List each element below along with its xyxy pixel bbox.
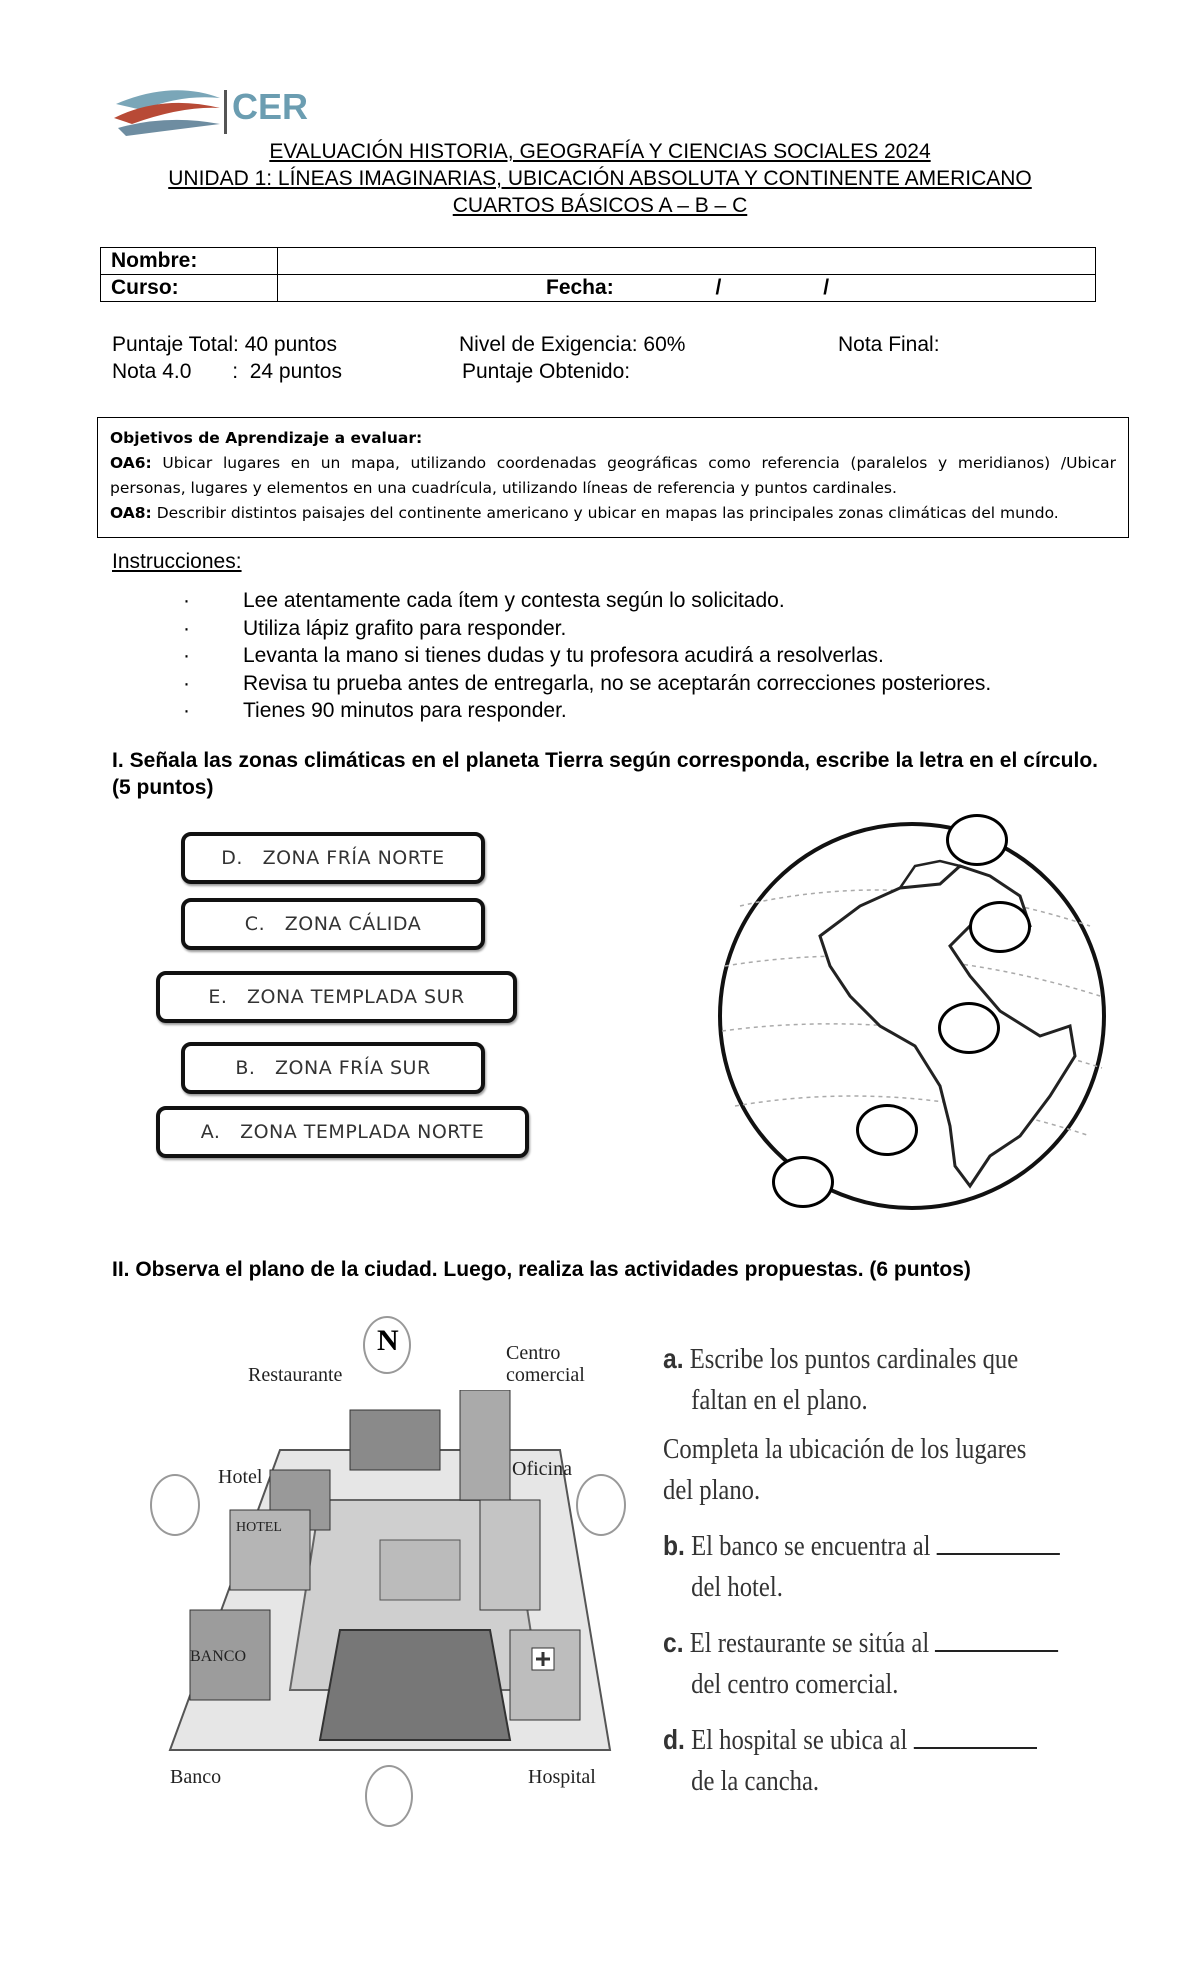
score-total: Puntaje Total: 40 puntos [112,333,337,356]
activity-b-letter: b. [663,1530,685,1561]
instruction-text: Revisa tu prueba antes de entregarla, no se aceptarán correcciones posteriores. [243,671,992,695]
oa8-text: Describir distintos paisajes del continente americano y ubicar en mapas las principales zonas climáticas del mundo. [156,504,1059,522]
map-label-banco-sign: BANCO [190,1648,247,1665]
course-label: Curso: [101,275,278,302]
instruction-text: Tienes 90 minutos para responder. [243,699,567,722]
date-separator-1: / [715,276,722,299]
globe-answer-circle-2[interactable] [969,901,1031,953]
activity-d [663,1719,1077,1761]
instruction-text: Lee atentamente cada ítem y contesta según lo solicitado. [243,589,785,612]
objective-oa8 [110,501,1116,526]
instructions-list [183,587,992,725]
north-label: N [377,1324,399,1357]
map-label-oficina: Oficina [512,1458,572,1480]
date-field[interactable] [278,275,1096,302]
map-label-hotel-sign: HOTEL [236,1520,282,1535]
oa6-text: Ubicar lugares en un mapa, utilizando coordenadas geográficas como referencia (paralelos y meridianos) /Ubicar personas, lugares y elementos en una cuadrícula, utilizando líneas de referencia y puntos cardinales. [110,454,1116,497]
activities-panel [663,1338,1077,1802]
activity-a-line1: Escribe los puntos cardinales que [689,1344,1019,1375]
activity-intro-1: Completa la ubicación de los lugares [663,1434,1027,1465]
bullet: · [183,699,190,722]
zone-card-c: C. ZONA CÁLIDA [181,898,485,950]
score-final: Nota Final: [838,333,940,356]
map-label-banco: Banco [170,1766,222,1788]
zone-card-a: A. ZONA TEMPLADA NORTE [156,1106,529,1158]
score-nota4: Nota 4.0 : 24 puntos [112,360,342,383]
zone-card-b: B. ZONA FRÍA SUR [181,1042,485,1094]
bullet: · [183,589,190,612]
globe-answer-circle-1[interactable] [946,814,1008,866]
cardinal-east-circle[interactable] [576,1474,626,1536]
activity-b [663,1525,1077,1567]
activity-d-line1: El hospital se ubica al [691,1725,908,1756]
header-line-2: UNIDAD 1: LÍNEAS IMAGINARIAS, UBICACIÓN ABSOLUTA Y CONTINENTE AMERICANO [168,167,1032,190]
oa8-code: OA8: [110,504,152,522]
activity-d-letter: d. [663,1724,685,1755]
map-label-centro-1: Centro [506,1342,561,1364]
instruction-text: Utiliza lápiz grafito para responder. [243,616,567,640]
bullet: · [183,671,190,695]
map-label-centro-2: comercial [506,1364,585,1386]
name-field[interactable] [278,248,1096,275]
activity-b-blank[interactable] [937,1551,1060,1555]
date-separator-2: / [823,276,830,299]
objectives-title: Objetivos de Aprendizaje a evaluar: [110,429,423,447]
activity-intro-2: del plano. [663,1475,761,1506]
activity-a-line2: faltan en el plano. [691,1385,868,1416]
activity-b-line1: El banco se encuentra al [691,1531,931,1562]
globe-answer-circle-5[interactable] [772,1156,834,1208]
instruction-item [183,587,991,615]
activity-c [663,1622,1077,1664]
globe-answer-circle-3[interactable] [938,1002,1000,1054]
instruction-item [183,697,991,725]
activity-c-letter: c. [663,1627,684,1658]
header-line-3: CUARTOS BÁSICOS A – B – C [452,194,748,217]
activity-c-line2: del centro comercial. [691,1669,899,1700]
school-logo [112,84,332,140]
instructions-title: Instrucciones: [112,550,242,573]
activity-d-blank[interactable] [913,1745,1036,1749]
instruction-text: Levanta la mano si tienes dudas y tu profesora acudirá a resolverlas. [243,644,884,667]
score-level: Nivel de Exigencia: 60% [459,333,686,356]
map-label-hotel: Hotel [218,1466,263,1488]
globe-answer-circle-4[interactable] [856,1104,918,1156]
cardinal-south-circle[interactable] [365,1765,413,1827]
globe-map [700,806,1120,1226]
activity-c-line1: El restaurante se sitúa al [689,1628,930,1659]
activity-a-letter: a. [663,1343,684,1374]
zone-card-e: E. ZONA TEMPLADA SUR [156,971,517,1023]
bullet: · [183,616,190,640]
bullet: · [183,644,190,667]
objectives-box [97,417,1129,538]
section-2-title: II. Observa el plano de la ciudad. Luego, realiza las actividades propuestas. (6 puntos) [112,1258,971,1281]
oa6-code: OA6: [110,454,152,472]
map-label-restaurante: Restaurante [248,1364,343,1386]
name-label: Nombre: [101,248,278,275]
date-label: Fecha: [546,276,614,299]
score-obtained: Puntaje Obtenido: [462,360,631,383]
section-1-title: I. Señala las zonas climáticas en el planeta Tierra según corresponda, escribe la letra en el círculo. (5 puntos) [112,749,1098,799]
instruction-item [183,670,992,698]
zone-card-d: D. ZONA FRÍA NORTE [181,832,485,884]
student-info-table [100,247,1096,302]
cardinal-west-circle[interactable] [150,1474,200,1536]
activity-b-line2: del hotel. [691,1572,783,1603]
activity-a [663,1338,1077,1380]
city-map-illustration [150,1390,630,1770]
header-line-1: EVALUACIÓN HISTORIA, GEOGRAFÍA Y CIENCIAS SOCIALES 2024 [269,140,931,163]
activity-d-line2: de la cancha. [691,1766,820,1797]
logo-text: CER [232,86,309,127]
activity-c-blank[interactable] [935,1648,1058,1652]
instruction-item [183,615,991,643]
instruction-item [183,642,991,670]
objective-oa6 [110,451,1116,501]
map-label-hospital: Hospital [528,1766,596,1788]
